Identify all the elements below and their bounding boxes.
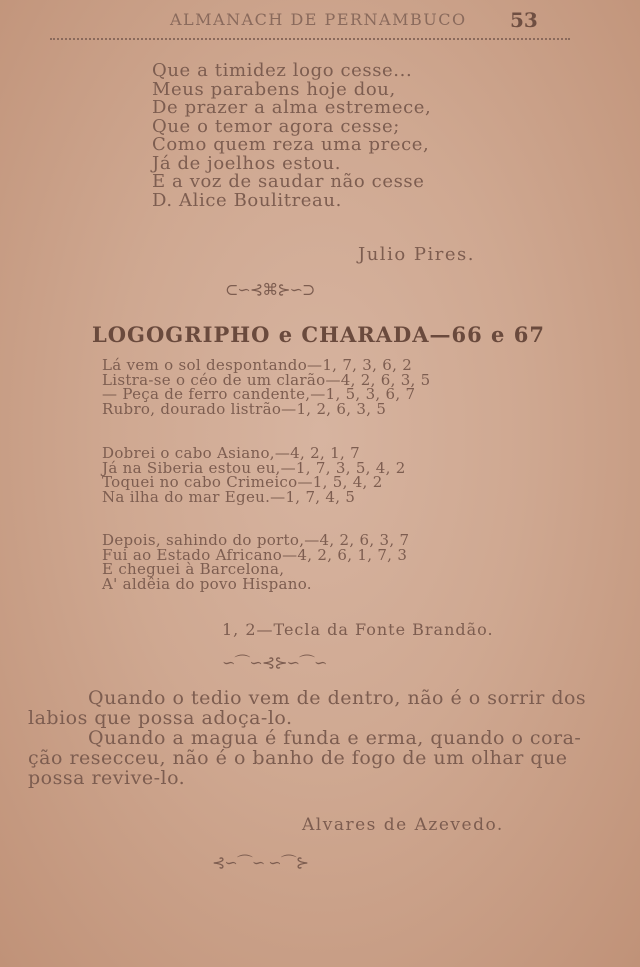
- poem-line: Que o temor agora cesse;: [152, 115, 400, 137]
- riddle-line: E cheguei à Barcelona,: [102, 560, 285, 578]
- riddle-signature: 1, 2—Tecla da Fonte Brandão.: [222, 620, 494, 639]
- header-rule: [50, 38, 570, 40]
- riddle-line: Depois, sahindo do porto,—4, 2, 6, 3, 7: [102, 531, 410, 549]
- riddle-line: Rubro, dourado listrão—1, 2, 6, 3, 5: [102, 399, 387, 418]
- riddle-stanza: [102, 358, 431, 416]
- riddle-heading: LOGOGRIPHO e CHARADA—66 e 67: [92, 322, 545, 347]
- riddle-stanza: [102, 533, 409, 591]
- prose-line: ção resecceu, não é o banho de fogo de um olhar que: [28, 747, 568, 769]
- ornament-divider: ⊰∽⌒∽ ∽⌒⊱: [212, 853, 309, 872]
- riddle-line: Na ilha do mar Egeu.—1, 7, 4, 5: [102, 487, 356, 506]
- page-number: 53: [510, 8, 538, 32]
- riddle-line: Toquei no cabo Crimeico—1, 5, 4, 2: [102, 473, 383, 491]
- prose-line: Quando a magua é funda e erma, quando o cora-: [88, 727, 582, 749]
- poem: [152, 62, 431, 210]
- riddle-line: — Peça de ferro candente,—1, 5, 3, 6, 7: [102, 385, 416, 403]
- riddle-line: Fui ao Estado Africano—4, 2, 6, 1, 7, 3: [102, 545, 408, 564]
- ornament-divider: ⊂∽⊰⌘⊱∽⊃: [225, 280, 315, 299]
- poem-line: De prazer a alma estremece,: [152, 97, 432, 118]
- poem-line: Meus parabens hoje dou,: [152, 78, 396, 100]
- running-head: [0, 6, 640, 34]
- poem-line: Já de joelhos estou.: [152, 152, 342, 174]
- poem-signature: Julio Pires.: [358, 244, 475, 265]
- riddle-line: Listra-se o céo de um clarão—4, 2, 6, 3, 5: [102, 370, 431, 389]
- riddle-line: A' aldêia do povo Hispano.: [102, 574, 312, 593]
- poem-line: E a voz de saudar não cesse: [152, 171, 425, 192]
- prose-signature: Alvares de Azevedo.: [302, 815, 504, 835]
- running-head-title: ALMANACH DE PERNAMBUCO: [170, 10, 467, 29]
- poem-line: D. Alice Boulitreau.: [152, 189, 342, 211]
- riddle-line: Lá vem o sol despontando—1, 7, 3, 6, 2: [102, 356, 413, 374]
- ornament-divider: ∽⌒∽⊰⊱∽⌒∽: [222, 653, 327, 672]
- prose-quote: [28, 687, 587, 789]
- prose-line: possa revive-lo.: [28, 767, 186, 789]
- prose-line: Quando o tedio vem de dentro, não é o sorrir dos: [88, 687, 587, 709]
- riddle-line: Dobrei o cabo Asiano,—4, 2, 1, 7: [102, 444, 360, 462]
- riddle-stanza: [102, 446, 406, 504]
- poem-line: Como quem reza uma prece,: [152, 134, 430, 155]
- prose-line: labios que possa adoça-lo.: [28, 707, 293, 729]
- riddle-line: Já na Siberia estou eu,—1, 7, 3, 5, 4, 2: [102, 458, 406, 477]
- poem-line: Que a timidez logo cesse...: [152, 60, 413, 81]
